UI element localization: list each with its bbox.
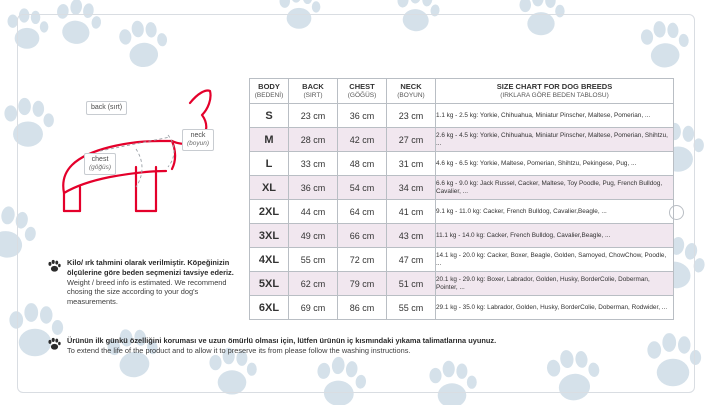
note-washing-en: To extend the life of the product and to allow it to preserve its from please follow the washing instructions. <box>67 345 411 355</box>
cell-chest: 42 cm <box>338 128 387 152</box>
cell-neck: 51 cm <box>387 272 436 296</box>
cell-size: S <box>250 104 289 128</box>
cell-breeds: 11.1 kg - 14.0 kg: Cacker, French Bulldog, Cavalier,Beagle, ... <box>436 224 674 248</box>
table-row <box>250 176 674 200</box>
cell-chest: 79 cm <box>338 272 387 296</box>
cell-breeds: 2.6 kg - 4.5 kg: Yorkie, Chihuahua, Miniatur Pinscher, Maltese, Pomerian, Shihtzu, ... <box>436 128 674 152</box>
th-body-sub: (BEDENİ) <box>254 91 284 99</box>
cell-chest: 48 cm <box>338 152 387 176</box>
cell-breeds: 9.1 kg - 11.0 kg: Cacker, French Bulldog, Cavalier,Beagle, ... <box>436 200 674 224</box>
cell-chest: 86 cm <box>338 296 387 320</box>
note-washing <box>48 336 668 356</box>
th-breeds-main: SIZE CHART FOR DOG BREEDS <box>496 82 613 91</box>
cell-neck: 47 cm <box>387 248 436 272</box>
paw-icon-svg <box>48 337 61 350</box>
cell-size: M <box>250 128 289 152</box>
th-breeds-sub: (IRKLARA GÖRE BEDEN TABLOSU) <box>500 91 609 99</box>
table-row <box>250 128 674 152</box>
table-body <box>250 104 674 320</box>
cell-chest: 72 cm <box>338 248 387 272</box>
th-neck: NECK (BOYUN) <box>387 79 436 104</box>
cell-chest: 66 cm <box>338 224 387 248</box>
cell-size: XL <box>250 176 289 200</box>
table-row <box>250 104 674 128</box>
table-row <box>250 152 674 176</box>
table-row <box>250 248 674 272</box>
cell-back: 49 cm <box>289 224 338 248</box>
th-body: BODY (BEDENİ) <box>250 79 289 104</box>
cell-neck: 27 cm <box>387 128 436 152</box>
label-back: back (sırt) <box>86 101 127 115</box>
cell-neck: 41 cm <box>387 200 436 224</box>
note-washing-tr: Ürünün ilk günkü özelliğini koruması ve uzun ömürlü olması için, lütfen ürünün iç kısmındaki yıkama talimatlarına uyunuz. <box>67 336 497 345</box>
th-chest: CHEST (GÖĞÜS) <box>338 79 387 104</box>
cell-neck: 34 cm <box>387 176 436 200</box>
th-chest-sub: (GÖĞÜS) <box>347 91 377 99</box>
cell-size: 4XL <box>250 248 289 272</box>
cell-neck: 23 cm <box>387 104 436 128</box>
table-row <box>250 296 674 320</box>
table-header <box>250 79 674 104</box>
cell-chest: 36 cm <box>338 104 387 128</box>
cell-back: 69 cm <box>289 296 338 320</box>
cell-chest: 64 cm <box>338 200 387 224</box>
th-neck-sub: (BOYUN) <box>397 91 425 99</box>
cell-neck: 43 cm <box>387 224 436 248</box>
table-row <box>250 200 674 224</box>
cell-size: 2XL <box>250 200 289 224</box>
cell-back: 28 cm <box>289 128 338 152</box>
th-back: BACK (SIRT) <box>289 79 338 104</box>
cell-size: 6XL <box>250 296 289 320</box>
cell-back: 44 cm <box>289 200 338 224</box>
paw-icon-svg <box>48 259 61 272</box>
cell-back: 62 cm <box>289 272 338 296</box>
cell-size: L <box>250 152 289 176</box>
th-back-sub: (SIRT) <box>303 91 323 99</box>
cell-breeds: 29.1 kg - 35.0 kg: Labrador, Golden, Husky, BorderColie, Doberman, Rodwider, ... <box>436 296 674 320</box>
label-chest: chest (göğüs) <box>84 153 116 175</box>
th-breeds <box>436 79 674 104</box>
cell-back: 36 cm <box>289 176 338 200</box>
hang-hole-mark <box>669 205 684 220</box>
note-measurement <box>48 258 238 307</box>
label-neck: neck (boyun) <box>182 129 214 151</box>
paw-icon <box>48 337 61 355</box>
note-measurement-en: Weight / breed info is estimated. We recommend chosing the size according to your dog's measurements. <box>67 277 227 307</box>
cell-breeds: 6.6 kg - 9.0 kg: Jack Russel, Cacker, Maltese, Toy Poodle, Pug, French Bulldog, Cavalier, ... <box>436 176 674 200</box>
table-row <box>250 224 674 248</box>
cell-size: 3XL <box>250 224 289 248</box>
paw-icon <box>48 259 61 277</box>
table-row <box>250 272 674 296</box>
cell-back: 33 cm <box>289 152 338 176</box>
table-header-row <box>250 79 674 104</box>
cell-breeds: 14.1 kg - 20.0 kg: Cacker, Boxer, Beagle, Golden, Samoyed, ChowChow, Poodle, ... <box>436 248 674 272</box>
size-chart-table <box>249 78 674 320</box>
cell-back: 23 cm <box>289 104 338 128</box>
dog-illustration <box>40 75 240 225</box>
cell-chest: 54 cm <box>338 176 387 200</box>
cell-breeds: 20.1 kg - 29.0 kg: Boxer, Labrador, Golden, Husky, BorderColie, Doberman, Pointer, ... <box>436 272 674 296</box>
cell-breeds: 4.6 kg - 6.5 kg: Yorkie, Maltese, Pomerian, Shihtzu, Pekingese, Pug, ... <box>436 152 674 176</box>
cell-size: 5XL <box>250 272 289 296</box>
cell-breeds: 1.1 kg - 2.5 kg: Yorkie, Chihuahua, Miniatur Pinscher, Maltese, Pomerian, ... <box>436 104 674 128</box>
cell-back: 55 cm <box>289 248 338 272</box>
cell-neck: 31 cm <box>387 152 436 176</box>
cell-neck: 55 cm <box>387 296 436 320</box>
note-measurement-tr: Kilo/ ırk tahmini olarak verilmiştir. Köpeğinizin ölçülerine göre beden seçmenizi tavsiye ederiz. <box>67 258 234 277</box>
